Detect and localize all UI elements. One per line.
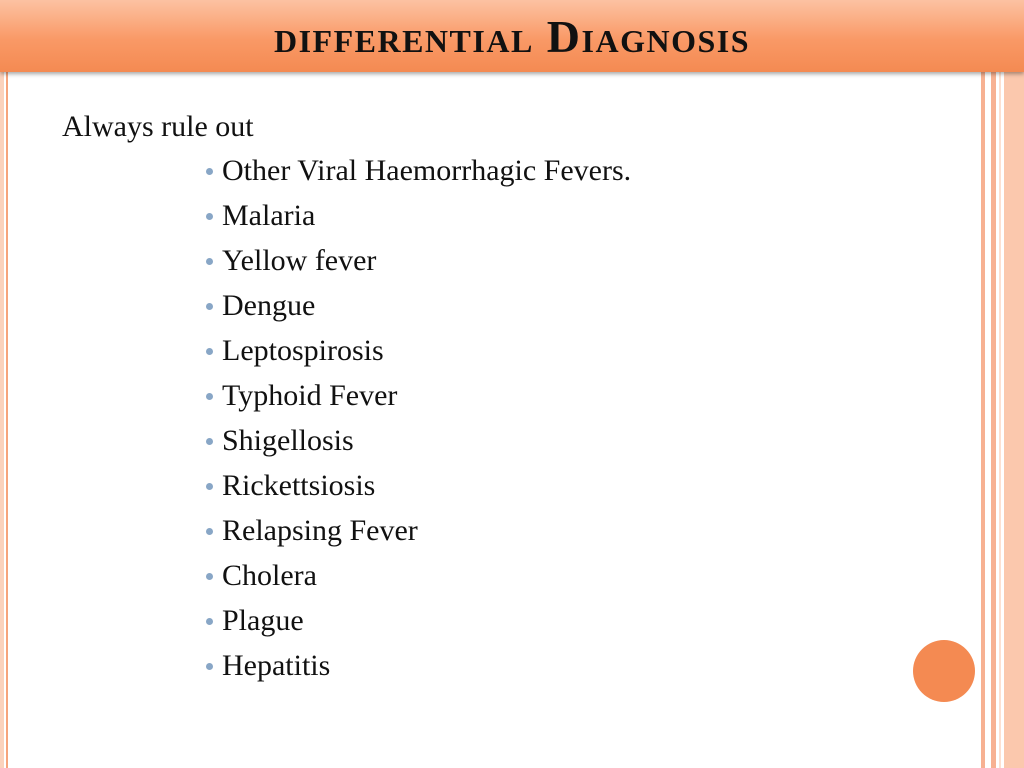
list-item-label: Rickettsiosis [222,469,376,502]
bullet-dot-icon [206,483,213,490]
right-decorative-line [999,0,1001,768]
bullet-dot-icon [206,438,213,445]
right-decorative-band [1004,0,1024,768]
list-item-label: Dengue [222,289,316,322]
bullet-dot-icon [206,573,213,580]
list-item-label: Plague [222,604,304,637]
bullet-dot-icon [206,348,213,355]
list-item [206,418,962,463]
list-item [206,373,962,418]
list-item [206,148,962,193]
list-item [206,508,962,553]
bullet-dot-icon [206,168,213,175]
list-item-label: Typhoid Fever [222,379,398,412]
bullet-dot-icon [206,618,213,625]
list-item-label: Other Viral Haemorrhagic Fevers. [222,154,632,187]
bullet-dot-icon [206,303,213,310]
bullet-dot-icon [206,393,213,400]
bullet-list [62,148,962,688]
bullet-dot-icon [206,663,213,670]
list-item-label: Yellow fever [222,244,377,277]
bullet-dot-icon [206,258,213,265]
right-decorative-stripe [991,0,996,768]
left-decorative-line [6,0,8,768]
list-item-label: Cholera [222,559,317,592]
list-item [206,238,962,283]
intro-text: Always rule out [62,110,254,143]
slide-title: differential Diagnosis [273,11,751,62]
list-item [206,463,962,508]
list-item-label: Malaria [222,199,316,232]
list-item [206,283,962,328]
list-item [206,328,962,373]
list-item-label: Relapsing Fever [222,514,418,547]
list-item [206,193,962,238]
list-item [206,598,962,643]
list-item-label: Hepatitis [222,649,331,682]
list-item-label: Leptospirosis [222,334,384,367]
decorative-circle [913,640,975,702]
slide-content [62,106,962,688]
right-decorative-stripe [981,0,985,768]
bullet-dot-icon [206,528,213,535]
list-item [206,553,962,598]
left-decorative-stripe [0,0,4,768]
title-bar [0,0,1024,72]
list-item-label: Shigellosis [222,424,354,457]
bullet-dot-icon [206,213,213,220]
list-item [206,643,962,688]
